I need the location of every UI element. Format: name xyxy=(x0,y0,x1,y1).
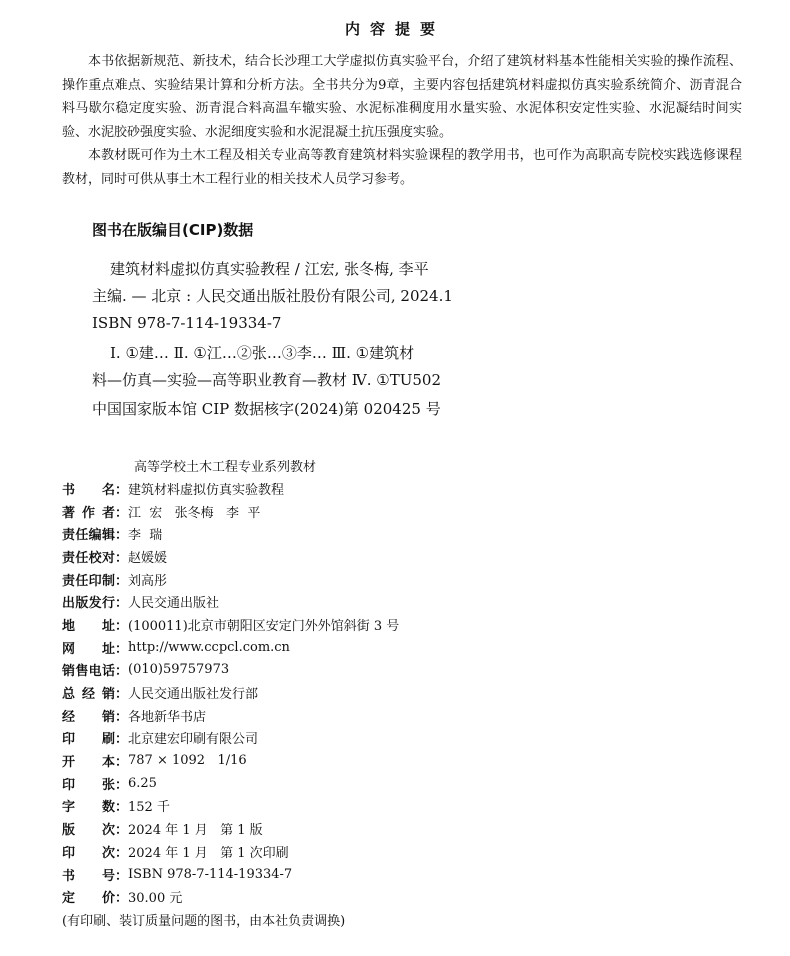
info-row xyxy=(62,704,762,727)
info-row xyxy=(62,795,762,818)
info-label: 销 售 电 话： xyxy=(62,664,128,680)
info-row xyxy=(62,681,762,704)
info-label: 责 任 校 对： xyxy=(62,550,128,566)
cip-record xyxy=(92,256,692,337)
publication-info xyxy=(62,477,762,908)
info-label: 印 次： xyxy=(62,845,128,861)
info-value: ISBN 978-7-114-19334-7 xyxy=(128,866,293,882)
cip-heading: 图书在版编目(CIP)数据 xyxy=(92,221,254,239)
cip-line: 料—仿真—实验—高等职业教育—教材 Ⅳ. ①TU502 xyxy=(92,371,442,389)
info-label: 出 版 发 行： xyxy=(62,596,128,612)
summary-paragraph: 本书依据新规范、新技术，结合长沙理工大学虚拟仿真实验平台，介绍了建筑材料基本性能相关实验的操作流程、操作重点难点、实验结果计算和分析方法。全书共分为9章，主要内容包括建筑材料虚拟仿真实验系统简介、沥青混合料马歇尔稳定度实验、沥青混合料高温车辙实验、水泥标准稠度用水量实验、水泥体积安定性实验、水泥凝结时间实验、水泥胶砂强度实验、水泥细度实验和水泥混凝土抗压强度实验。 xyxy=(62,54,742,140)
info-row xyxy=(62,613,762,636)
info-value: 赵媛媛 xyxy=(128,550,168,566)
cip-number xyxy=(92,396,692,423)
info-label: 版 次： xyxy=(62,823,128,839)
info-value: 人民交通出版社 xyxy=(128,596,220,612)
info-row xyxy=(62,636,762,659)
info-label: 著 作 者： xyxy=(62,505,128,521)
info-label: 总 经 销： xyxy=(62,687,128,703)
cip-line: Ⅰ. ①建… Ⅱ. ①江…②张…③李… Ⅲ. ①建筑材 xyxy=(110,344,415,362)
info-row xyxy=(62,500,762,523)
info-row xyxy=(62,840,762,863)
info-label: 定 价： xyxy=(62,891,128,907)
info-row xyxy=(62,545,762,568)
cip-line: 主编. — 北京 : 人民交通出版社股份有限公司, 2024.1 xyxy=(92,287,453,305)
summary-title: 内容提要 xyxy=(344,20,445,38)
info-value: 6.25 xyxy=(128,775,157,791)
info-row xyxy=(62,568,762,591)
info-row xyxy=(62,727,762,750)
info-label: 责 任 编 辑： xyxy=(62,528,128,544)
info-label: 印 张： xyxy=(62,777,128,793)
info-value: 30.00 元 xyxy=(128,891,183,907)
info-value: 李 瑞 xyxy=(128,528,163,544)
info-value: http://www.ccpcl.com.cn xyxy=(128,639,290,655)
info-value: 江 宏 张冬梅 李 平 xyxy=(128,505,261,521)
info-label: 网 址： xyxy=(62,641,128,657)
info-label: 书 号： xyxy=(62,868,128,884)
info-value: 2024 年 1 月 第 1 版 xyxy=(128,823,263,839)
series-name: 高等学校土木工程专业系列教材 xyxy=(134,460,317,475)
cip-line: ISBN 978-7-114-19334-7 xyxy=(92,314,282,332)
info-value: 2024 年 1 月 第 1 次印刷 xyxy=(128,845,289,861)
info-value: 建筑材料虚拟仿真实验教程 xyxy=(128,482,285,498)
info-row xyxy=(62,522,762,545)
info-label: 印 刷： xyxy=(62,732,128,748)
info-label: 责 任 印 制： xyxy=(62,573,128,589)
info-row xyxy=(62,477,762,500)
info-row xyxy=(62,772,762,795)
info-label: 书 名： xyxy=(62,482,128,498)
info-value: 各地新华书店 xyxy=(128,709,207,725)
info-row xyxy=(62,885,762,908)
info-value: (100011)北京市朝阳区安定门外外馆斜街 3 号 xyxy=(128,618,400,634)
info-value: 人民交通出版社发行部 xyxy=(128,687,259,703)
summary-text xyxy=(62,50,742,191)
cip-classification xyxy=(92,340,692,394)
info-row xyxy=(62,749,762,772)
info-label: 经 销： xyxy=(62,709,128,725)
info-row xyxy=(62,590,762,613)
info-row xyxy=(62,817,762,840)
summary-paragraph: 本教材既可作为土木工程及相关专业高等教育建筑材料实验课程的教学用书，也可作为高职高专院校实践选修课程教材，同时可供从事土木工程行业的相关技术人员学习参考。 xyxy=(62,148,742,187)
footer-note: (有印刷、装订质量问题的图书，由本社负责调换) xyxy=(62,914,346,929)
info-label: 字 数： xyxy=(62,800,128,816)
info-value: 787 × 1092 1/16 xyxy=(128,753,247,769)
info-row xyxy=(62,863,762,886)
info-value: 刘高彤 xyxy=(128,573,168,589)
info-value: (010)59757973 xyxy=(128,662,230,678)
cip-line: 中国国家版本馆 CIP 数据核字(2024)第 020425 号 xyxy=(92,400,441,418)
info-row xyxy=(62,659,762,682)
info-label: 地 址： xyxy=(62,618,128,634)
info-value: 北京建宏印刷有限公司 xyxy=(128,732,259,748)
cip-line: 建筑材料虚拟仿真实验教程 / 江宏, 张冬梅, 李平 xyxy=(110,260,429,278)
info-label: 开 本： xyxy=(62,755,128,771)
info-value: 152 千 xyxy=(128,800,170,816)
